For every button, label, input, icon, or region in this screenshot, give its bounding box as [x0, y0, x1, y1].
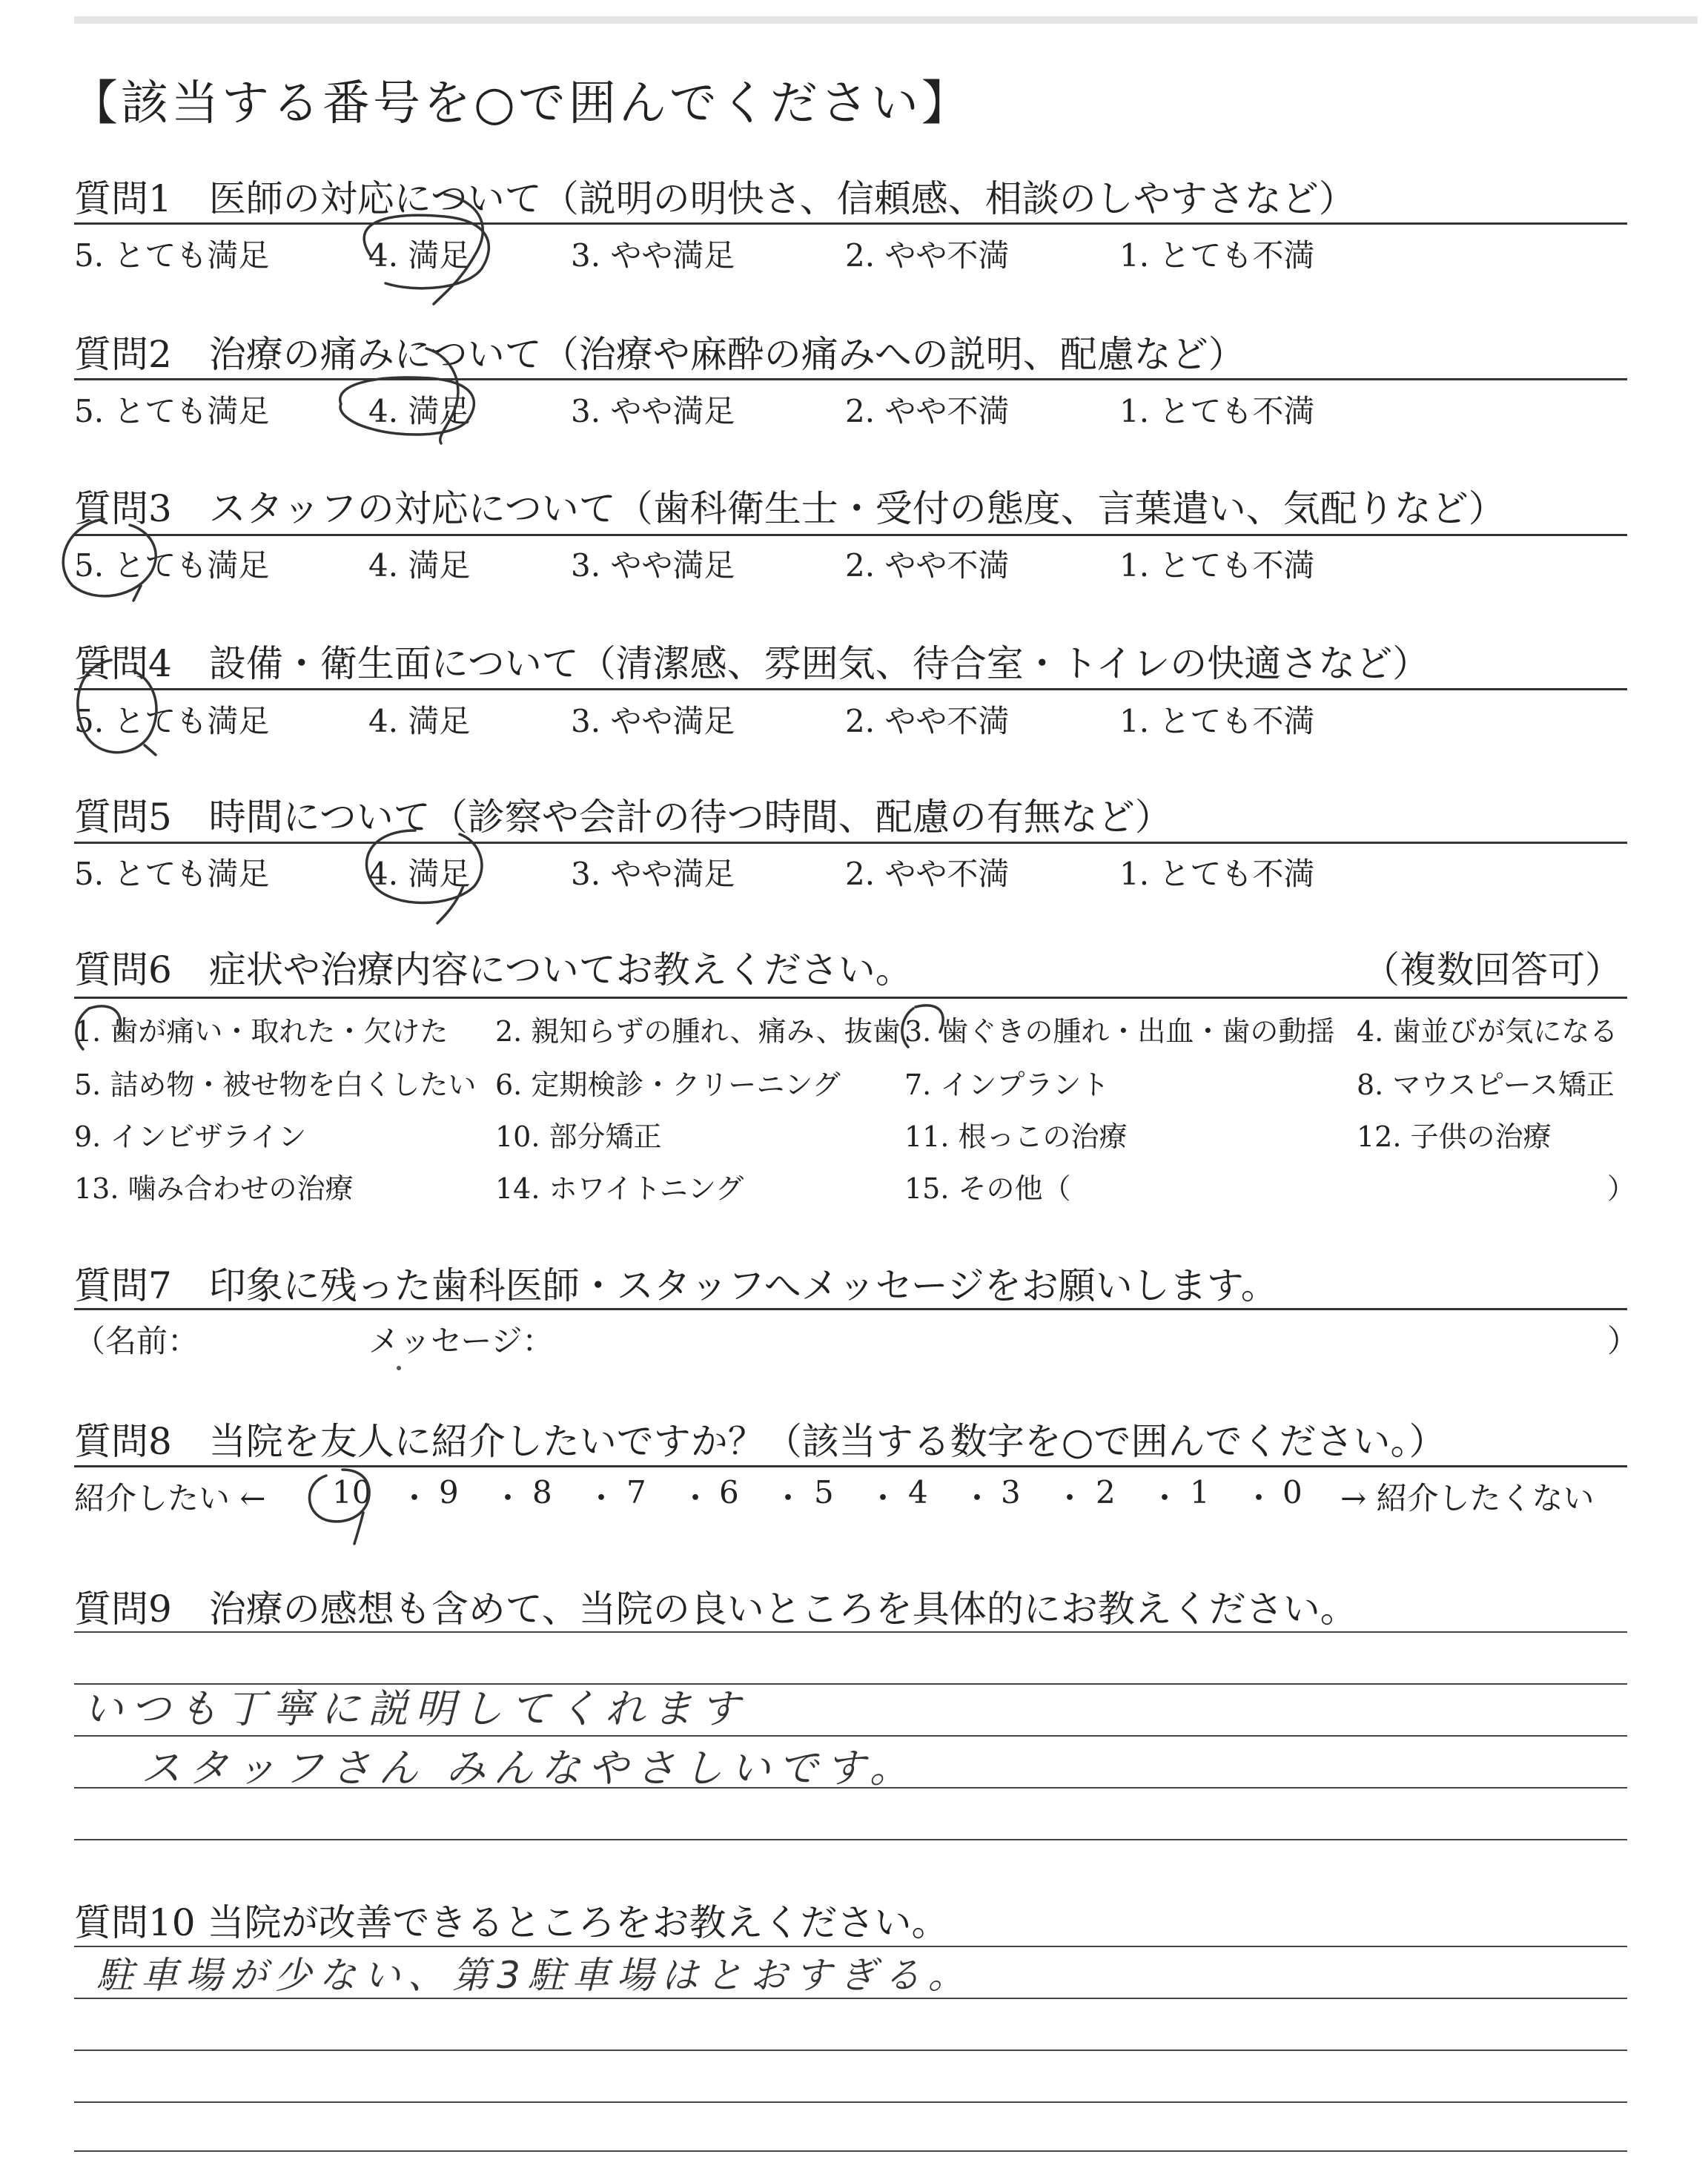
symptom-option-7[interactable]: 7. インプラント — [904, 1069, 1110, 1101]
dot-separator: ・ — [680, 1480, 712, 1516]
symptom-option-3[interactable]: 3. 歯ぐきの腫れ・出血・歯の動揺 — [904, 1015, 1335, 1048]
multi-answer-note: （複数回答可） — [1363, 948, 1622, 991]
rating-option-2[interactable]: 2. やや不満 — [845, 237, 1010, 274]
score-2[interactable]: 2 — [1096, 1474, 1116, 1510]
circle-mark-q3 — [133, 586, 141, 601]
question-rule — [74, 842, 1627, 844]
rating-option-5[interactable]: 5. とても満足 — [74, 393, 270, 429]
stray-dot — [397, 1366, 401, 1370]
dot-separator: ・ — [492, 1480, 524, 1516]
symptom-option-14[interactable]: 14. ホワイトニング — [495, 1172, 744, 1205]
score-10[interactable]: 10 — [332, 1474, 372, 1510]
handwritten-answer-line: いつも丁寧に説明してくれます — [83, 1685, 747, 1732]
score-3[interactable]: 3 — [1001, 1474, 1021, 1510]
score-6[interactable]: 6 — [719, 1474, 739, 1510]
dot-separator: ・ — [1243, 1480, 1275, 1516]
question-title: 質問7 印象に残った歯科医師・スタッフへメッセージをお願いします。 — [74, 1264, 1278, 1307]
symptom-option-11[interactable]: 11. 根っこの治療 — [904, 1120, 1128, 1153]
answer-line — [74, 1631, 1627, 1633]
question-rule — [74, 222, 1627, 225]
dot-separator: ・ — [586, 1480, 618, 1516]
rating-option-3[interactable]: 3. やや満足 — [571, 547, 735, 584]
rating-option-1[interactable]: 1. とても不満 — [1119, 856, 1315, 892]
question-title: 質問6 症状や治療内容についてお教えください。 — [74, 948, 913, 991]
symptom-option-15[interactable]: 15. その他（ — [904, 1172, 1071, 1205]
score-4[interactable]: 4 — [908, 1474, 928, 1510]
dot-separator: ・ — [961, 1480, 993, 1516]
rating-option-5[interactable]: 5. とても満足 — [74, 547, 270, 584]
question-title: 質問8 当院を友人に紹介したいですか？（該当する数字を○で囲んでください。） — [74, 1420, 1446, 1463]
symptom-option-6[interactable]: 6. 定期検診・クリーニング — [495, 1069, 841, 1101]
question-rule — [74, 378, 1627, 380]
rating-option-4[interactable]: 4. 満足 — [368, 856, 471, 892]
dot-separator: ・ — [399, 1480, 431, 1516]
answer-line — [74, 2150, 1627, 2152]
score-7[interactable]: 7 — [626, 1474, 646, 1510]
question-title: 質問3 スタッフの対応について（歯科衛生士・受付の態度、言葉遣い、気配りなど） — [74, 487, 1506, 530]
rating-option-3[interactable]: 3. やや満足 — [571, 856, 735, 892]
question-rule — [74, 997, 1627, 999]
symptom-option-1[interactable]: 1. 歯が痛い・取れた・欠けた — [74, 1015, 448, 1048]
dot-separator: ・ — [867, 1480, 899, 1516]
answer-line — [74, 1839, 1627, 1840]
rating-option-1[interactable]: 1. とても不満 — [1119, 703, 1315, 739]
rating-option-1[interactable]: 1. とても不満 — [1119, 393, 1315, 429]
rating-option-3[interactable]: 3. やや満足 — [571, 237, 735, 274]
question-title: 質問4 設備・衛生面について（清潔感、雰囲気、待合室・トイレの快適さなど） — [74, 642, 1430, 685]
recommend-right-label: → 紹介したくない — [1340, 1480, 1595, 1516]
rating-option-3[interactable]: 3. やや満足 — [571, 393, 735, 429]
circle-mark-q4 — [145, 745, 156, 755]
symptom-option-4[interactable]: 4. 歯並びが気になる — [1357, 1015, 1618, 1048]
symptom-option-10[interactable]: 10. 部分矯正 — [495, 1120, 662, 1153]
score-0[interactable]: 0 — [1282, 1474, 1302, 1510]
score-8[interactable]: 8 — [532, 1474, 552, 1510]
question-rule — [74, 534, 1627, 536]
rating-option-5[interactable]: 5. とても満足 — [74, 237, 270, 274]
rating-option-5[interactable]: 5. とても満足 — [74, 703, 270, 739]
recommend-left-label: 紹介したい ← — [74, 1480, 266, 1516]
answer-line — [74, 2050, 1627, 2051]
question-title: 質問5 時間について（診察や会計の待つ時間、配慮の有無など） — [74, 796, 1172, 839]
symptom-option-12[interactable]: 12. 子供の治療 — [1357, 1120, 1552, 1153]
rating-option-1[interactable]: 1. とても不満 — [1119, 547, 1315, 584]
rating-option-3[interactable]: 3. やや満足 — [571, 703, 735, 739]
circle-mark-q8 — [354, 1513, 363, 1544]
dot-separator: ・ — [1149, 1480, 1181, 1516]
rating-option-1[interactable]: 1. とても不満 — [1119, 237, 1315, 274]
score-9[interactable]: 9 — [439, 1474, 459, 1510]
handwritten-answer-line: スタッフさん みんなやさしいです。 — [141, 1745, 917, 1791]
score-5[interactable]: 5 — [814, 1474, 834, 1510]
question-title: 質問9 治療の感想も含めて、当院の良いところを具体的にお教えください。 — [74, 1588, 1357, 1631]
rating-option-4[interactable]: 4. 満足 — [368, 547, 471, 584]
symptom-option-13[interactable]: 13. 噛み合わせの治療 — [74, 1172, 354, 1205]
rating-option-4[interactable]: 4. 満足 — [368, 393, 471, 429]
rating-option-2[interactable]: 2. やや不満 — [845, 547, 1010, 584]
symptom-option-9[interactable]: 9. インビザライン — [74, 1120, 307, 1153]
name-field-label: （名前： — [74, 1323, 199, 1359]
dot-separator: ・ — [772, 1480, 804, 1516]
question-title: 質問2 治療の痛みについて（治療や麻酔の痛みへの説明、配慮など） — [74, 333, 1245, 376]
message-close-paren: ） — [1607, 1323, 1639, 1359]
message-field-label: メッセージ： — [368, 1323, 554, 1359]
handwritten-answer-line: 駐車場が少ない、第3駐車場はとおすぎる。 — [96, 1954, 973, 1997]
rating-option-2[interactable]: 2. やや不満 — [845, 703, 1010, 739]
scan-top-edge — [74, 16, 1698, 24]
form-heading: 【該当する番号を○で囲んでください】 — [70, 76, 972, 131]
symptom-option-2[interactable]: 2. 親知らずの腫れ、痛み、抜歯 — [495, 1015, 901, 1048]
other-close-paren: ） — [1607, 1172, 1636, 1205]
question-title: 質問10 当院が改善できるところをお教えください。 — [74, 1901, 949, 1944]
rating-option-5[interactable]: 5. とても満足 — [74, 856, 270, 892]
score-1[interactable]: 1 — [1190, 1474, 1210, 1510]
answer-line — [74, 2101, 1627, 2103]
rating-option-2[interactable]: 2. やや不満 — [845, 393, 1010, 429]
rating-option-2[interactable]: 2. やや不満 — [845, 856, 1010, 892]
dot-separator: ・ — [1054, 1480, 1086, 1516]
symptom-option-5[interactable]: 5. 詰め物・被せ物を白くしたい — [74, 1069, 477, 1101]
question-rule — [74, 1465, 1627, 1467]
question-rule — [74, 1308, 1627, 1310]
rating-option-4[interactable]: 4. 満足 — [368, 237, 471, 274]
question-rule — [74, 688, 1627, 690]
symptom-option-8[interactable]: 8. マウスピース矯正 — [1357, 1069, 1615, 1101]
question-title: 質問1 医師の対応について（説明の明快さ、信頼感、相談のしやすさなど） — [74, 177, 1356, 220]
rating-option-4[interactable]: 4. 満足 — [368, 703, 471, 739]
